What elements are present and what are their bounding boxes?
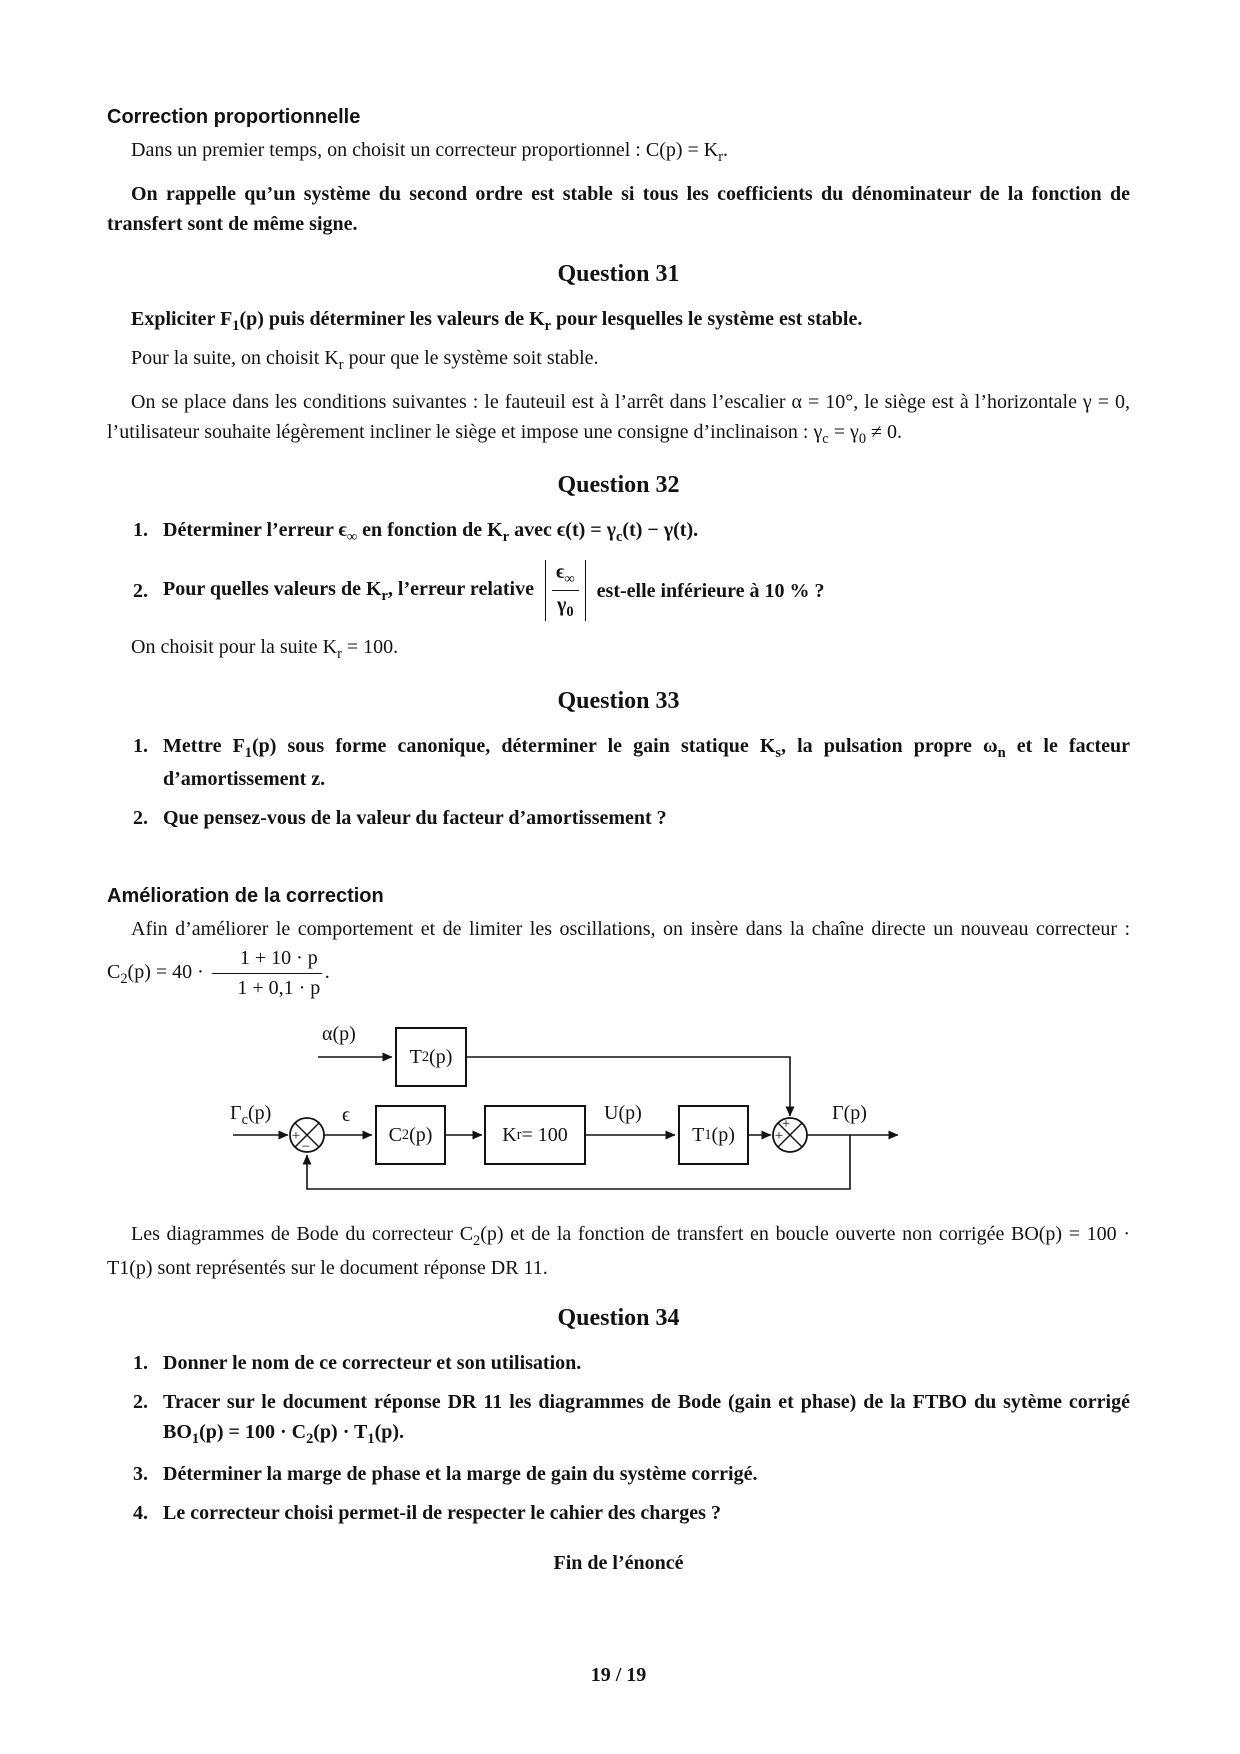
summer-2-plus-top-sign: + xyxy=(781,1116,791,1133)
q32-paragraph-choix-kr: On choisit pour la suite $K_r = 100$. xyxy=(131,636,399,663)
paragraph-rappel-stabilite: On rappelle qu’un système du second ordre est stable si tous les coefficients du dénominateur de la fonction de transfert sont de même signe. xyxy=(107,182,1130,235)
q34-item-4-text: Le correcteur choisi permet-il de respecter le cahier des charges ? xyxy=(163,1502,721,1525)
q31-statement: Expliciter $F_1(p)$ puis déterminer les valeurs de $K_r$ pour lesquelles le système est stable. xyxy=(131,307,863,334)
list-number: 4. xyxy=(133,1502,148,1525)
q33-item-1-text: Mettre $F_1(p)$ sous forme canonique, déterminer le gain statique $K_s$, la pulsation propre $\omega_n$ et le facteur d’amortissement z. xyxy=(163,734,1130,791)
page-number: 19 / 19 xyxy=(590,1664,647,1687)
u-signal-label: U(p) xyxy=(604,1102,642,1125)
epsilon-label: ϵ xyxy=(342,1104,351,1127)
relative-error-fraction xyxy=(545,560,586,621)
block-t1: T 1 (p) xyxy=(678,1105,749,1165)
list-number: 1. xyxy=(133,1351,148,1374)
block-t2: T 2 (p) xyxy=(395,1027,467,1087)
question-32-title: Question 32 xyxy=(557,472,680,499)
q33-item-2-text: Que pensez-vous de la valeur du facteur d’amortissement ? xyxy=(163,807,667,830)
summer-1-plus-sign: + xyxy=(291,1128,301,1145)
q32-item-1-text: Déterminer l’erreur $\epsilon_\infty$ en fonction de $K_r$ avec $\epsilon(t) = \gamma_c(t) - \gamma(t)$. xyxy=(163,519,699,546)
list-number: 2. xyxy=(133,579,148,602)
q34-item-4 xyxy=(107,1498,1130,1528)
fraction xyxy=(546,560,585,621)
q32-item-2-text xyxy=(163,558,1130,623)
q34-item-2 xyxy=(107,1387,1130,1451)
question-31-title: Question 31 xyxy=(557,260,680,287)
q32-item-2-post: est-elle inférieure à 10 % ? xyxy=(596,579,825,602)
list-number: 1. xyxy=(133,734,148,757)
fraction-denominator: 1 + 0,1 · p xyxy=(237,977,321,1000)
fraction-denominator: $\gamma_0$ xyxy=(557,594,574,621)
block-diagram xyxy=(230,1017,930,1203)
section-heading-correction-proportionnelle: Correction proportionnelle xyxy=(107,106,361,128)
q34-item-3 xyxy=(107,1459,1130,1489)
q33-item-1 xyxy=(107,731,1130,795)
q31-paragraph-conditions: On se place dans les conditions suivantes : le fauteuil est à l’arrêt dans l’escalier α = 10°, le siège est à l’horizontale γ = 0, l’utilisateur souhaite légèrement incliner le siège et impose une consigne d’inclinaison : $\gamma_c = \gamma_0 \ne 0$. xyxy=(107,390,1130,447)
gamma-output-label: Γ(p) xyxy=(832,1102,867,1125)
paragraph-diagrammes-bode: Les diagrammes de Bode du correcteur $C_2(p)$ et de la fonction de transfert en boucle ouverte non corrigée BO(p) = 100 · T1(p) sont représentés sur le document réponse DR 11. xyxy=(107,1223,1130,1279)
q34-item-1 xyxy=(107,1348,1130,1378)
q34-item-3-text: Déterminer la marge de phase et la marge de gain du système corrigé. xyxy=(163,1463,758,1486)
q31-paragraph-suite: Pour la suite, on choisit $K_r$ pour que le système soit stable. xyxy=(131,347,599,374)
summer-2-plus-left-sign: + xyxy=(774,1128,784,1145)
abs-bar-right xyxy=(585,560,586,621)
alpha-input-label: α(p) xyxy=(322,1023,356,1046)
block-c2: C 2 (p) xyxy=(375,1105,446,1165)
nouveau-correcteur-pre: Afin d’améliorer le comportement et de limiter les oscillations, on insère dans la chaîne directe un nouveau correcteur : $C_2(p) = 40$ · xyxy=(107,918,1130,988)
correcteur-fraction xyxy=(212,946,322,1001)
summer-1-minus-sign: − xyxy=(301,1139,311,1156)
question-33-title: Question 33 xyxy=(557,687,680,714)
list-number: 1. xyxy=(133,519,148,542)
list-number: 2. xyxy=(133,1390,148,1413)
list-number: 2. xyxy=(133,807,148,830)
q34-item-2-text: Tracer sur le document réponse DR 11 les diagrammes de Bode (gain et phase) de la FTBO du sytème corrigé $BO_1(p) = 100 \cdot C_2(p) \cdot T_1(p)$. xyxy=(163,1390,1130,1447)
section-heading-amelioration: Amélioration de la correction xyxy=(107,885,384,908)
list-number: 3. xyxy=(133,1463,148,1486)
q32-item-1 xyxy=(107,515,1130,549)
fraction-numerator: 1 + 10 · p xyxy=(212,946,322,974)
block-kr: K r = 100 xyxy=(484,1105,586,1165)
gammac-input-label: $\Gamma_c(p)$ xyxy=(230,1102,272,1129)
q34-item-1-text: Donner le nom de ce correcteur et son utilisation. xyxy=(163,1351,582,1374)
paragraph-nouveau-correcteur xyxy=(107,914,1130,1003)
fin-de-lenonce: Fin de l’énoncé xyxy=(553,1552,684,1575)
q33-item-2 xyxy=(107,803,1130,833)
q32-item-2-pre: Pour quelles valeurs de $K_r$, l’erreur relative xyxy=(163,577,534,604)
fraction-numerator: $\epsilon_\infty$ xyxy=(552,560,579,591)
paragraph-correcteur-proportionnel: Dans un premier temps, on choisit un correcteur proportionnel : $C(p) = K_r$. xyxy=(131,139,729,165)
q32-item-2 xyxy=(107,558,1130,623)
nouveau-correcteur-post: . xyxy=(324,961,330,984)
question-34-title: Question 34 xyxy=(557,1304,680,1331)
